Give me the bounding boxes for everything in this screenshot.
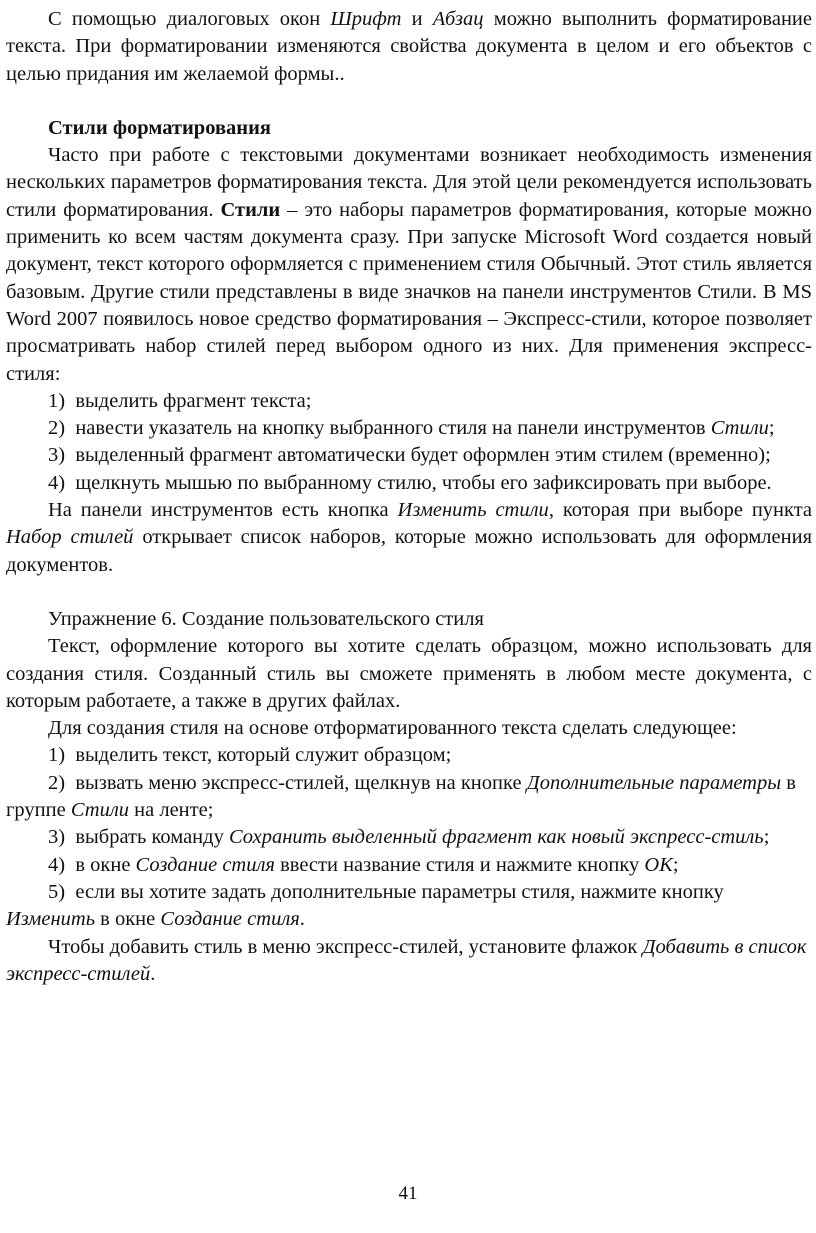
list-item: 4) в окне Создание стиля ввести название стиля и нажмите кнопку ОК; <box>48 853 679 876</box>
list-item: 2) вызвать меню экспресс-стилей, щелкнув на кнопке Дополнительные параметры в группе Стили на ленте; <box>6 771 796 822</box>
change-styles-paragraph: На панели инструментов есть кнопка Изменить стили, которая при выборе пункта Набор стилей открывает список наборов, которые можно использовать для оформления документов. <box>6 499 813 576</box>
exercise-paragraph: Текст, оформление которого вы хотите сделать образцом, можно использовать для создания стиля. Созданный стиль вы сможете применять в любом месте документа, с которым работаете, а также в других файлах. <box>6 635 812 712</box>
steps-intro-paragraph: Для создания стиля на основе отформатированного текста сделать следующее: <box>48 717 737 740</box>
text-column <box>6 6 812 988</box>
closing-paragraph: Чтобы добавить стиль в меню экспресс-стилей, установите флажок Добавить в список экспресс-стилей. <box>6 935 807 985</box>
styles-paragraph: Часто при работе с текстовыми документами возникает необходимость изменения нескольких параметров форматирования текста. Для этой цели рекомендуется использовать стили форматирования. Стили – это наборы параметров форматирования, которые можно применить ко всем частям документа сразу. При запуске Microsoft Word создается новый документ, текст которого оформляется с применением стиля Обычный. Этот стиль является базовым. Другие стили представлены в виде значков на панели инструментов Стили. В MS Word 2007 появилось новое средство форматирования – Экспресс-стили, которое позволяет просматривать набор стилей перед выбором одного из них. Для применения экспресс-стиля: <box>6 144 812 385</box>
intro-paragraph: С помощью диалоговых окон Шрифт и Абзац можно выполнить форматирование текста. При форматировании изменяются свойства документа в целом и его объектов с целью придания им желаемой формы.. <box>6 8 812 85</box>
list-item: 2) навести указатель на кнопку выбранного стиля на панели инструментов Стили; <box>48 417 775 440</box>
section-heading: Стили форматирования <box>48 116 271 139</box>
list-item: 5) если вы хотите задать дополнительные параметры стиля, нажмите кнопку Изменить в окне Создание стиля. <box>6 880 724 931</box>
exercise-title: Упражнение 6. Создание пользовательского стиля <box>48 607 484 630</box>
list-item: 1) выделить текст, который служит образцом; <box>48 744 452 767</box>
list-item: 3) выделенный фрагмент автоматически будет оформлен этим стилем (временно); <box>48 444 771 467</box>
list-item: 4) щелкнуть мышью по выбранному стилю, чтобы его зафиксировать при выборе. <box>48 471 772 494</box>
page-number: 41 <box>398 1183 418 1204</box>
list-item: 1) выделить фрагмент текста; <box>48 389 312 412</box>
list-item: 3) выбрать команду Сохранить выделенный фрагмент как новый экспресс-стиль; <box>48 826 770 849</box>
